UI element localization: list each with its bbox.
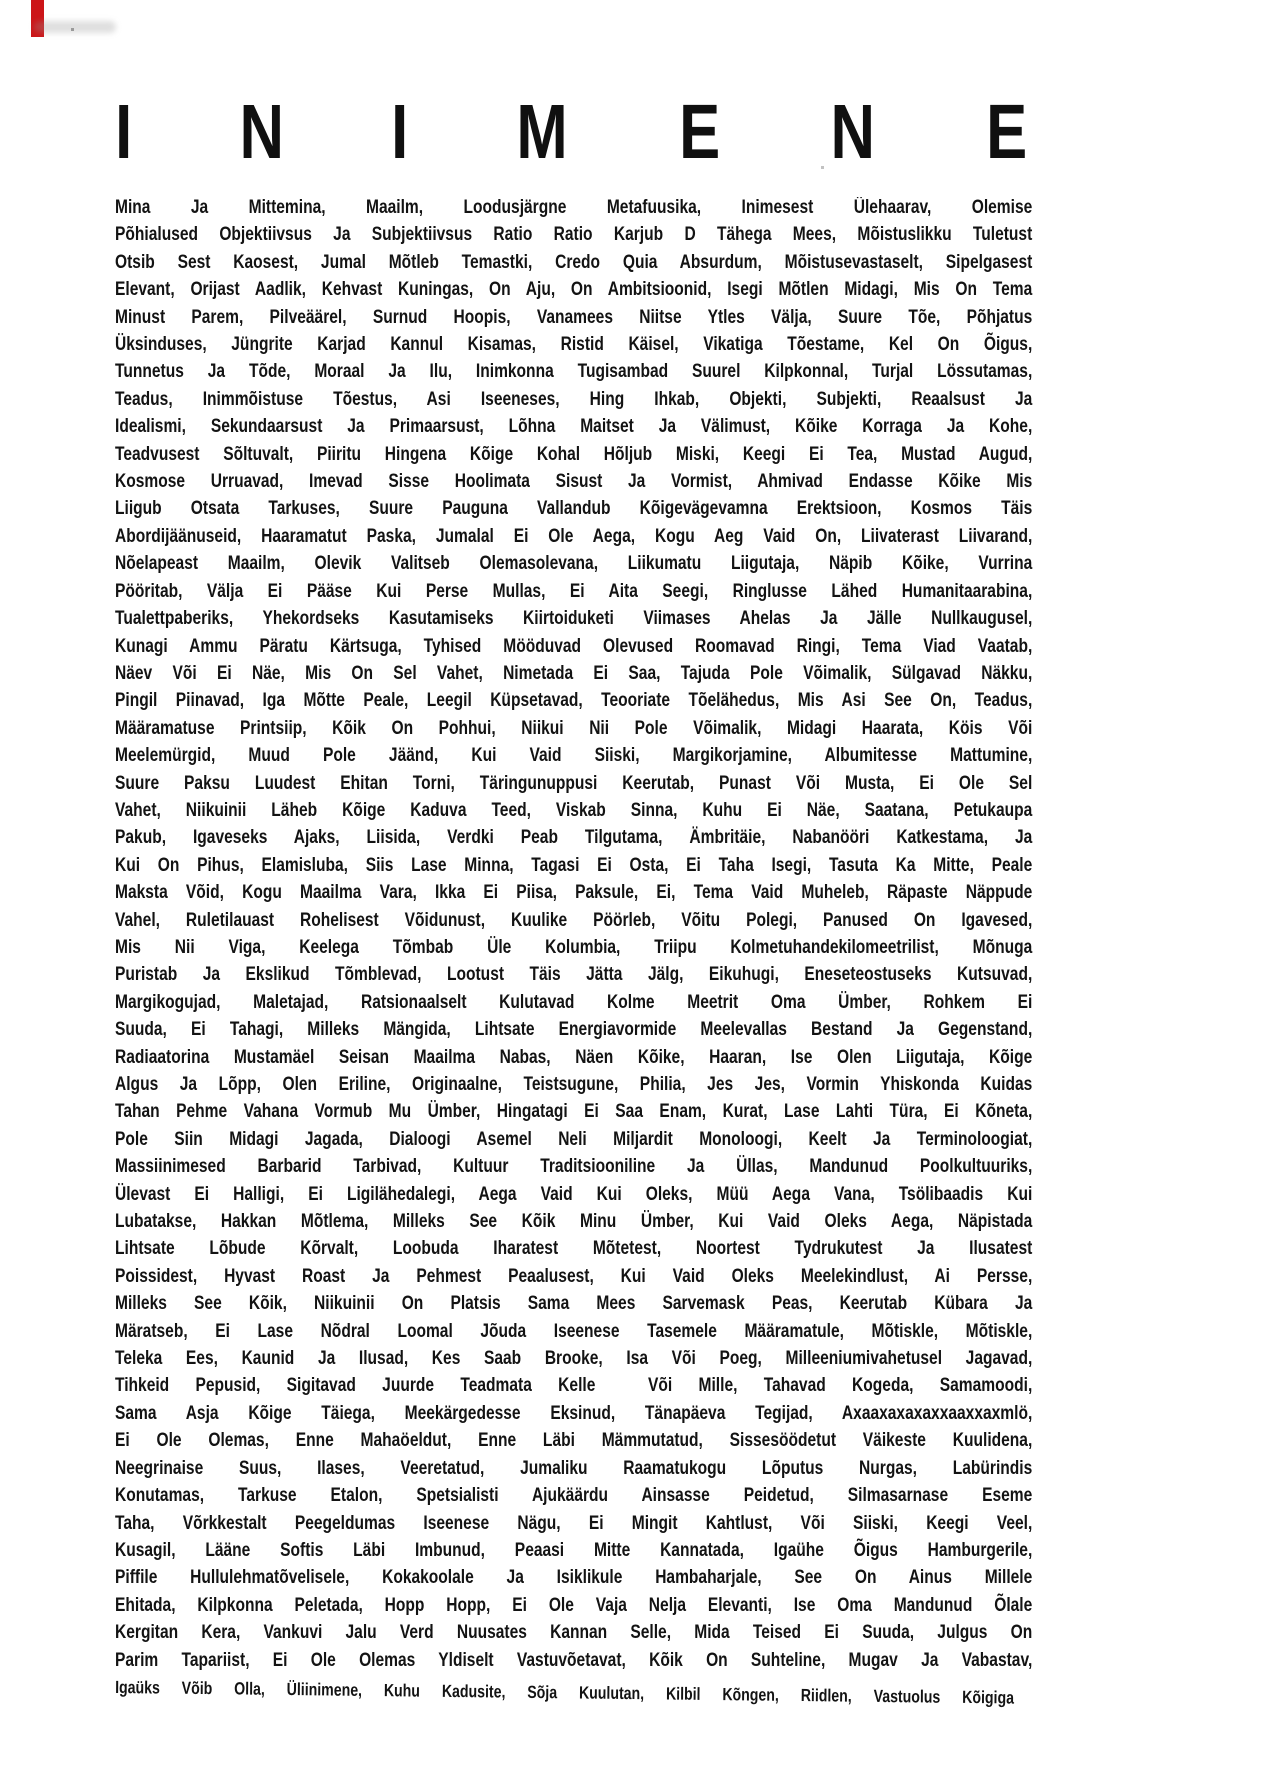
text-line: Piffile Hullulehmatõvelisele, Kokakoolale Ja Isiklikule Hambaharjale, See On Ainus Millele xyxy=(115,1567,1033,1589)
text-line: Kusagil, Lääne Softis Läbi Imbunud, Peaasi Mitte Kannatada, Igaühe Õigus Hamburgerile, xyxy=(115,1539,1033,1561)
text-line: Sama Asja Kõige Täiega, Meekärgedesse Eksinud, Tänapäeva Tegijad, Axaaxaxaxaxxaaxxaxmlö, xyxy=(115,1402,1033,1424)
text-line: Mina Ja Mittemina, Maailm, Loodusjärgne Metafuusika, Inimesest Ülehaarav, Olemise xyxy=(115,197,1033,218)
text-line: Massiinimesed Barbarid Tarbivad, Kultuur Traditsiooniline Ja Üllas, Mandunud Poolkultuuriks, xyxy=(115,1156,1033,1178)
title-letter: I xyxy=(115,89,133,175)
text-line: Määramatuse Printsiip, Kõik On Pohhui, Niikui Nii Pole Võimalik, Midagi Haarata, Köis Või xyxy=(115,717,1033,739)
text-line: Maksta Võid, Kogu Maailma Vara, Ikka Ei Piisa, Paksule, Ei, Tema Vaid Muheleb, Räpaste Näppude xyxy=(115,882,1033,904)
text-line: Milleks See Kõik, Niikuinii On Platsis Sama Mees Sarvemask Peas, Keerutab Kübara Ja xyxy=(115,1293,1033,1315)
text-line: Igaüks Võib Olla, Üliinimene, Kuhu Kadusite, Sõja Kuulutan, Kilbil Kõngen, Riidlen, Vastuolus Kõigiga xyxy=(115,1676,1015,1708)
text-line: Ülevast Ei Halligi, Ei Ligilähedalegi, Aega Vaid Kui Oleks, Müü Aega Vana, Tsölibaadis Kui xyxy=(115,1183,1033,1205)
body-text xyxy=(115,194,1033,1708)
text-line: Taha, Võrkkestalt Peegeldumas Iseenese Nägu, Ei Mingit Kahtlust, Või Siiski, Keegi Veel, xyxy=(115,1512,1033,1534)
title-letter: M xyxy=(516,89,569,175)
text-line: Ei Ole Olemas, Enne Mahaöeldut, Enne Läbi Mämmutatud, Sissesöödetut Väikeste Kuulidena, xyxy=(115,1430,1033,1452)
title-letter: E xyxy=(985,89,1027,175)
text-line: Algus Ja Lõpp, Olen Eriline, Originaalne, Teistsugune, Philia, Jes Jes, Vormin Yhiskonda Kuidas xyxy=(115,1074,1033,1095)
title-letter: N xyxy=(239,89,285,175)
text-line: Näev Või Ei Näe, Mis On Sel Vahet, Nimetada Ei Saa, Tajuda Pole Võimalik, Sülgavad Näkku, xyxy=(115,662,1033,684)
text-line: Tunnetus Ja Tõde, Moraal Ja Ilu, Inimkonna Tugisambad Suurel Kilpkonnal, Turjal Lössutamas, xyxy=(115,361,1033,383)
title-letter: N xyxy=(830,89,876,175)
text-line: Radiaatorina Mustamäel Seisan Maailma Nabas, Näen Kõike, Haaran, Ise Olen Liigutaja, Kõige xyxy=(115,1046,1033,1068)
text-line: Tahan Pehme Vahana Vormub Mu Ümber, Hingatagi Ei Saa Enam, Kurat, Lase Lahti Türa, Ei Kõneta, xyxy=(115,1101,1033,1123)
text-line: Kui On Pihus, Elamisluba, Siis Lase Minna, Tagasi Ei Osta, Ei Taha Isegi, Tasuta Ka Mitte, Peale xyxy=(115,854,1033,876)
text-line: Vahet, Niikuinii Läheb Kõige Kaduva Teed, Viskab Sinna, Kuhu Ei Näe, Saatana, Petukaupa xyxy=(115,799,1033,821)
text-line: Minust Parem, Pilveäärel, Surnud Hoopis, Vanamees Niitse Ytles Välja, Suure Tõe, Põhjatus xyxy=(115,306,1033,328)
text-line: Üksinduses, Jüngrite Karjad Kannul Kisamas, Ristid Käisel, Vikatiga Tõestame, Kel On Õigus, xyxy=(115,334,1033,356)
text-line: Kergitan Kera, Vankuvi Jalu Verd Nuusates Kannan Selle, Mida Teised Ei Suuda, Julgus On xyxy=(115,1622,1033,1644)
text-line: Suuda, Ei Tahagi, Milleks Mängida, Lihtsate Energiavormide Meelevallas Bestand Ja Gegenstand, xyxy=(115,1019,1033,1041)
text-line: Teadvusest Sõltuvalt, Piiritu Hingena Kõige Kohal Hõljub Miski, Keegi Ei Tea, Mustad Augud, xyxy=(115,443,1033,465)
print-smudge xyxy=(34,21,116,33)
text-line: Põhialused Objektiivsus Ja Subjektiivsus Ratio Ratio Karjub D Tähega Mees, Mõistuslikku Tuletust xyxy=(115,224,1033,246)
text-line: Elevant, Orijast Aadlik, Kehvast Kuningas, On Aju, On Ambitsioonid, Isegi Mõtlen Midagi, Mis On Tema xyxy=(115,279,1033,301)
text-line: Lubatakse, Hakkan Mõtlema, Milleks See Kõik Minu Ümber, Kui Vaid Oleks Aega, Näpistada xyxy=(115,1211,1033,1233)
text-line: Pingil Piinavad, Iga Mõtte Peale, Leegil Küpsetavad, Teooriate Tõelähedus, Mis Asi See On, Teadus, xyxy=(115,690,1033,712)
text-line: Idealismi, Sekundaarsust Ja Primaarsust, Lõhna Maitset Ja Välimust, Kõike Korraga Ja Kohe, xyxy=(115,416,1033,438)
text-line: Kunagi Ammu Päratu Kärtsuga, Tyhised Mööduvad Olevused Roomavad Ringi, Tema Viad Vaatab, xyxy=(115,635,1033,657)
text-line: Tihkeid Pepusid, Sigitavad Juurde Teadmata Kelle Või Mille, Tahavad Kogeda, Samamoodi, xyxy=(115,1375,1033,1397)
text-line: Nõelapeast Maailm, Olevik Valitseb Olemasolevana, Liikumatu Liigutaja, Näpib Kõike, Vurrina xyxy=(115,553,1033,575)
text-line: Puristab Ja Ekslikud Tõmblevad, Lootust Täis Jätta Jälg, Eikuhugi, Eneseteostuseks Kutsuvad, xyxy=(115,964,1033,986)
text-line: Konutamas, Tarkuse Etalon, Spetsialisti Ajukäärdu Ainsasse Peidetud, Silmasarnase Eseme xyxy=(115,1485,1033,1507)
text-line: Poissidest, Hyvast Roast Ja Pehmest Peaalusest, Kui Vaid Oleks Meelekindlust, Ai Persse, xyxy=(115,1265,1033,1287)
title-letter: E xyxy=(679,89,721,175)
text-line: Pole Siin Midagi Jagada, Dialoogi Asemel Neli Miljardit Monoloogi, Keelt Ja Terminoloogiat, xyxy=(115,1128,1033,1150)
text-line: Mis Nii Viga, Keelega Tõmbab Üle Kolumbia, Triipu Kolmetuhandekilomeetrilist, Mõnuga xyxy=(115,936,1033,958)
page-title xyxy=(113,89,1032,175)
text-line: Teadus, Inimmõistuse Tõestus, Asi Iseeneses, Hing Ihkab, Objekti, Subjekti, Reaalsust Ja xyxy=(115,388,1033,410)
text-line: Neegrinaise Suus, Ilases, Veeretatud, Jumaliku Raamatukogu Lõputus Nurgas, Labürindis xyxy=(115,1457,1033,1479)
text-line: Kosmose Urruavad, Imevad Sisse Hoolimata Sisust Ja Vormist, Ahmivad Endasse Kõike Mis xyxy=(115,471,1033,493)
text-line: Ehitada, Kilpkonna Peletada, Hopp Hopp, Ei Ole Vaja Nelja Elevanti, Ise Oma Mandunud Õlale xyxy=(115,1594,1033,1616)
text-line: Otsib Sest Kaosest, Jumal Mõtleb Temastki, Credo Quia Absurdum, Mõistusevastaselt, Sipelgasest xyxy=(115,251,1033,273)
text-line: Parim Tapariist, Ei Ole Olemas Yldiselt Vastuvõetavat, Kõik On Suhteline, Mugav Ja Vabastav, xyxy=(115,1649,1033,1671)
text-line: Pakub, Igaveseks Ajaks, Liisida, Verdki Peab Tilgutama, Ämbritäie, Nabanööri Katkestama, Ja xyxy=(115,827,1033,849)
print-smudge-dot xyxy=(71,28,74,31)
text-line: Suure Paksu Luudest Ehitan Torni, Täringunuppusi Keerutab, Punast Või Musta, Ei Ole Sel xyxy=(115,772,1033,794)
text-line: Vahel, Ruletilauast Rohelisest Võidunust, Kuulike Pöörleb, Võitu Polegi, Panused On Igavesed, xyxy=(115,909,1033,931)
text-line: Lihtsate Lõbude Kõrvalt, Loobuda Iharatest Mõtetest, Noortest Tydrukutest Ja Ilusatest xyxy=(115,1238,1033,1260)
text-line: Teleka Ees, Kaunid Ja Ilusad, Kes Saab Brooke, Isa Või Poeg, Milleeniumivahetusel Jagavad, xyxy=(115,1348,1033,1370)
title-letter: I xyxy=(391,89,409,175)
text-line: Tualettpaberiks, Yhekordseks Kasutamiseks Kiirtoiduketi Viimases Ahelas Ja Jälle Nullkaugusel, xyxy=(115,608,1033,630)
text-line: Abordijäänuseid, Haaramatut Paska, Jumalal Ei Ole Aega, Kogu Aeg Vaid On, Liivaterast Liivarand, xyxy=(115,525,1033,547)
text-line: Margikogujad, Maletajad, Ratsionaalselt Kulutavad Kolme Meetrit Oma Ümber, Rohkem Ei xyxy=(115,991,1033,1013)
text-line: Liigub Otsata Tarkuses, Suure Pauguna Vallandub Kõigevägevamna Erektsioon, Kosmos Täis xyxy=(115,498,1033,520)
text-line: Pööritab, Välja Ei Pääse Kui Perse Mullas, Ei Aita Seegi, Ringlusse Lähed Humanitaarabina, xyxy=(115,580,1033,602)
text-line: Märatseb, Ei Lase Nõdral Loomal Jõuda Iseenese Tasemele Määramatule, Mõtiskle, Mõtiskle, xyxy=(115,1320,1033,1342)
text-line: Meelemürgid, Muud Pole Jäänd, Kui Vaid Siiski, Margikorjamine, Albumitesse Mattumine, xyxy=(115,745,1033,767)
